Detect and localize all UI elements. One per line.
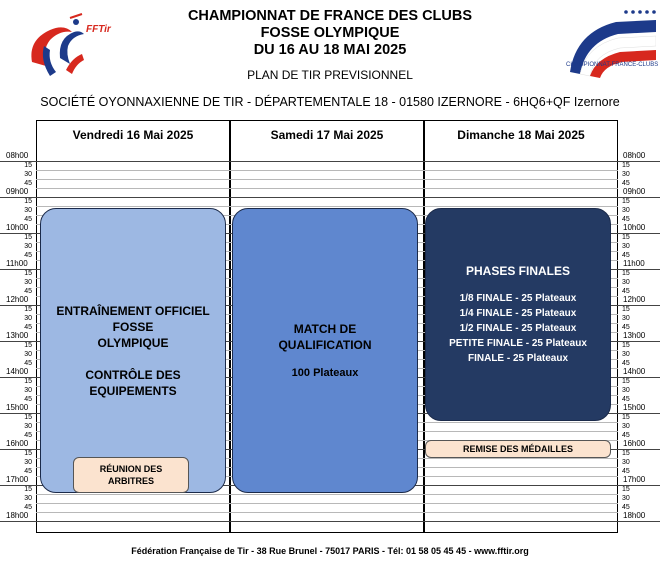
day-header-saturday: Samedi 17 Mai 2025 (270, 128, 384, 142)
event-medal-ceremony: REMISE DES MÉDAILLES (425, 440, 611, 458)
hour-label: 14h00 (6, 367, 29, 376)
hour-label: 18h00 (623, 511, 646, 520)
hour-label: 13h00 (623, 331, 646, 340)
hour-label: 08h00 (623, 151, 646, 160)
quarter-label: 45 (24, 396, 32, 403)
quarter-label: 15 (24, 198, 32, 205)
quarter-label: 30 (24, 243, 32, 250)
quarter-label: 45 (24, 216, 32, 223)
quarter-label: 30 (24, 351, 32, 358)
hour-label: 16h00 (6, 439, 29, 448)
quarter-label: 15 (622, 414, 630, 421)
quarter-label: 45 (622, 180, 630, 187)
fftir-logo (20, 10, 120, 86)
quarter-label: 15 (622, 270, 630, 277)
quarter-label: 30 (622, 279, 630, 286)
quarter-label: 45 (24, 432, 32, 439)
subtitle: PLAN DE TIR PREVISIONNEL (247, 68, 413, 82)
hour-label: 12h00 (623, 295, 646, 304)
hour-label: 18h00 (6, 511, 29, 520)
event-finals (425, 208, 611, 421)
note-line: ARBITRES (107, 476, 154, 486)
quarter-label: 45 (622, 360, 630, 367)
event-line: 100 Plateaux (291, 366, 359, 379)
quarter-label: 15 (24, 486, 32, 493)
quarter-label: 30 (622, 243, 630, 250)
quarter-label: 45 (24, 180, 32, 187)
quarter-line (36, 206, 618, 207)
hour-label: 10h00 (623, 223, 646, 232)
quarter-label: 30 (622, 351, 630, 358)
quarter-label: 45 (622, 468, 630, 475)
quarter-label: 30 (622, 171, 630, 178)
quarter-label: 30 (24, 387, 32, 394)
quarter-label: 15 (24, 234, 32, 241)
hour-label: 17h00 (623, 475, 646, 484)
finals-item: 1/4 FINALE - 25 Plateaux (459, 307, 577, 319)
hour-line (0, 161, 660, 162)
title-line-3: DU 16 AU 18 MAI 2025 (253, 42, 407, 58)
event-line: MATCH DE (293, 321, 357, 336)
quarter-label: 45 (24, 252, 32, 259)
quarter-line (36, 512, 618, 513)
hour-label: 09h00 (623, 187, 646, 196)
event-referees-meeting (73, 457, 189, 493)
quarter-label: 30 (24, 495, 32, 502)
event-line: FOSSE (112, 319, 154, 334)
quarter-label: 15 (24, 270, 32, 277)
championnat-logo (556, 2, 659, 84)
venue-line: SOCIÉTÉ OYONNAXIENNE DE TIR - DÉPARTEMENTALE 18 - 01580 IZERNORE - 6HQ6+QF Izernore (40, 95, 620, 109)
quarter-label: 30 (24, 207, 32, 214)
quarter-label: 30 (24, 315, 32, 322)
quarter-label: 30 (622, 315, 630, 322)
quarter-label: 15 (24, 450, 32, 457)
quarter-label: 30 (622, 207, 630, 214)
hour-label: 10h00 (6, 223, 29, 232)
quarter-label: 15 (24, 414, 32, 421)
quarter-label: 15 (622, 486, 630, 493)
title-line-1: CHAMPIONNAT DE FRANCE DES CLUBS (187, 8, 473, 24)
quarter-label: 15 (622, 378, 630, 385)
hour-label: 15h00 (6, 403, 29, 412)
quarter-label: 45 (24, 288, 32, 295)
hour-label: 11h00 (6, 259, 28, 268)
quarter-label: 15 (622, 234, 630, 241)
championnat-logo-text: CHAMPIONNAT-FRANCE-CLUBS (566, 62, 659, 68)
quarter-line (36, 494, 618, 495)
quarter-line (36, 179, 618, 180)
event-official-training (40, 208, 226, 493)
quarter-label: 15 (622, 162, 630, 169)
footer: Fédération Française de Tir - 38 Rue Brunel - 75017 PARIS - Tél: 01 58 05 45 45 - www.fftir.org (131, 546, 529, 556)
quarter-label: 45 (24, 468, 32, 475)
quarter-label: 45 (622, 216, 630, 223)
quarter-label: 45 (622, 432, 630, 439)
quarter-line (36, 188, 618, 189)
quarter-label: 45 (622, 252, 630, 259)
quarter-label: 45 (24, 504, 32, 511)
hour-label: 17h00 (6, 475, 29, 484)
quarter-label: 30 (24, 459, 32, 466)
hour-label: 14h00 (623, 367, 646, 376)
quarter-label: 15 (622, 198, 630, 205)
hour-line (0, 197, 660, 198)
hour-line (0, 521, 660, 522)
note-line: RÉUNION DES (99, 464, 163, 474)
quarter-label: 45 (622, 396, 630, 403)
quarter-label: 45 (622, 504, 630, 511)
day-header-friday: Vendredi 16 Mai 2025 (72, 128, 194, 142)
quarter-label: 15 (24, 306, 32, 313)
hour-label: 09h00 (6, 187, 29, 196)
quarter-label: 30 (24, 279, 32, 286)
quarter-label: 30 (622, 459, 630, 466)
hour-label: 15h00 (623, 403, 646, 412)
hour-label: 08h00 (6, 151, 29, 160)
event-line: EQUIPEMENTS (89, 383, 177, 398)
quarter-label: 45 (24, 324, 32, 331)
schedule-grid (0, 120, 660, 535)
quarter-label: 45 (24, 360, 32, 367)
quarter-label: 15 (622, 342, 630, 349)
event-line: OLYMPIQUE (97, 335, 169, 350)
hour-label: 11h00 (623, 259, 645, 268)
quarter-label: 45 (622, 288, 630, 295)
finals-item: FINALE - 25 Plateaux (467, 352, 569, 364)
quarter-label: 30 (622, 495, 630, 502)
finals-heading: PHASES FINALES (465, 263, 570, 278)
event-qualification-match (232, 208, 418, 493)
event-line: CONTRÔLE DES (85, 367, 181, 382)
quarter-label: 30 (24, 423, 32, 430)
quarter-label: 15 (24, 342, 32, 349)
quarter-label: 15 (24, 378, 32, 385)
quarter-line (36, 503, 618, 504)
finals-item: 1/8 FINALE - 25 Plateaux (459, 292, 577, 304)
quarter-label: 15 (622, 306, 630, 313)
event-line: ENTRAÎNEMENT OFFICIEL (56, 303, 210, 318)
quarter-label: 15 (24, 162, 32, 169)
hour-label: 12h00 (6, 295, 29, 304)
hour-label: 16h00 (623, 439, 646, 448)
hour-label: 13h00 (6, 331, 29, 340)
event-line: QUALIFICATION (278, 337, 372, 352)
quarter-label: 30 (622, 423, 630, 430)
quarter-label: 30 (24, 171, 32, 178)
title-line-2: FOSSE OLYMPIQUE (260, 25, 400, 41)
quarter-label: 45 (622, 324, 630, 331)
finals-item: 1/2 FINALE - 25 Plateaux (459, 322, 577, 334)
quarter-label: 30 (622, 387, 630, 394)
day-header-sunday: Dimanche 18 Mai 2025 (457, 128, 585, 142)
fftir-logo-text: FFTir (86, 24, 111, 35)
finals-item: PETITE FINALE - 25 Plateaux (449, 337, 587, 349)
quarter-label: 15 (622, 450, 630, 457)
quarter-line (36, 170, 618, 171)
